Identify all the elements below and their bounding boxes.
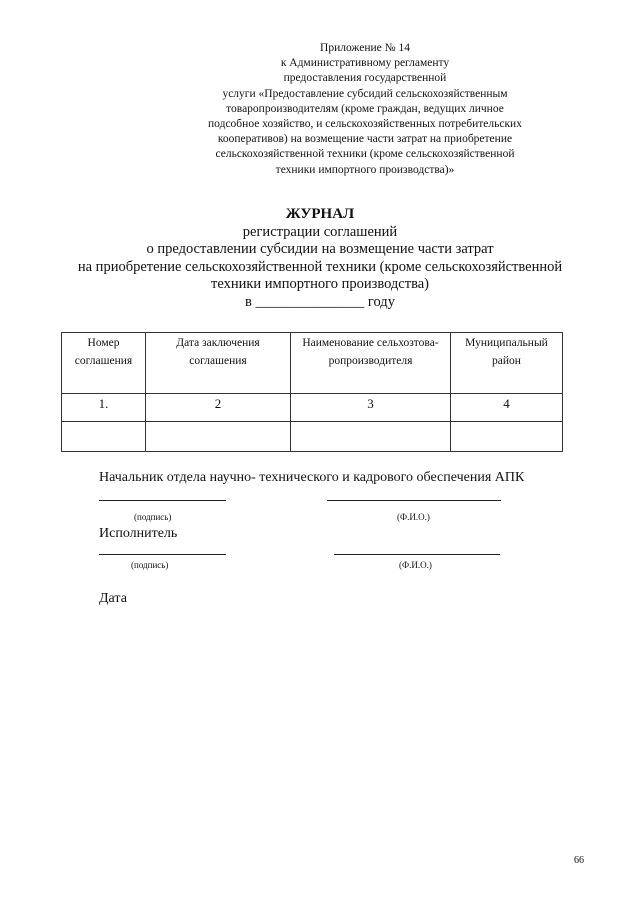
appendix-line: к Административному регламенту	[280, 57, 450, 70]
fio-caption: (Ф.И.О.)	[399, 560, 432, 570]
signature-caption: (подпись)	[134, 512, 172, 522]
header-municipal-district: Муниципальный район	[451, 333, 563, 394]
table-cell	[291, 422, 451, 452]
column-number: 2	[146, 394, 291, 422]
appendix-line: Приложение № 14	[320, 42, 410, 54]
appendix-line: товаропроизводителям (кроме граждан, ведущих личное	[226, 102, 504, 115]
header-agreement-date: Дата заключения соглашения	[146, 333, 291, 394]
table-row	[62, 422, 563, 452]
fio-line	[327, 500, 501, 501]
appendix-line: кооперативов) на возмещение части затрат на приобретение	[217, 133, 513, 146]
signature-caption: (подпись)	[131, 560, 169, 570]
table-cell	[62, 422, 146, 452]
executor-label: Исполнитель	[99, 526, 178, 541]
column-number: 1.	[62, 394, 146, 422]
header-producer-name: Наименование сельхозтова-ропроизводителя	[291, 333, 451, 394]
table-cell	[451, 422, 563, 452]
title-line: техники импортного производства)	[211, 276, 429, 292]
appendix-header	[0, 41, 640, 178]
fio-caption: (Ф.И.О.)	[397, 512, 430, 522]
appendix-line: предоставления государственной	[283, 72, 447, 85]
chief-title: Начальник отдела научно- технического и кадрового обеспечения АПК	[99, 470, 525, 485]
journal-title	[0, 206, 640, 311]
column-number: 4	[451, 394, 563, 422]
title-year-line: в _______________ году	[245, 293, 395, 310]
appendix-line: услуги «Предоставление субсидий сельскохозяйственным	[222, 87, 508, 100]
journal-heading: ЖУРНАЛ	[285, 206, 355, 222]
title-line: регистрации соглашений	[242, 223, 398, 240]
registration-table	[61, 332, 563, 452]
appendix-line: подсобное хозяйство, и сельскохозяйственных потребительских	[208, 118, 522, 131]
appendix-line: техники импортного производства)»	[275, 163, 455, 176]
appendix-line: сельскохозяйственной техники (кроме сельскохозяйственной	[215, 148, 515, 161]
header-agreement-number: Номер соглашения	[62, 333, 146, 394]
table-header-row	[62, 333, 563, 394]
table-number-row	[62, 394, 563, 422]
signature-line	[99, 500, 226, 501]
page-number: 66	[574, 855, 584, 866]
table-cell	[146, 422, 291, 452]
signature-line	[99, 554, 226, 555]
date-label: Дата	[99, 591, 127, 606]
column-number: 3	[291, 394, 451, 422]
fio-line	[334, 554, 500, 555]
title-line: о предоставлении субсидии на возмещение части затрат	[146, 241, 494, 257]
title-line: на приобретение сельскохозяйственной техники (кроме сельскохозяйственной	[77, 258, 563, 275]
